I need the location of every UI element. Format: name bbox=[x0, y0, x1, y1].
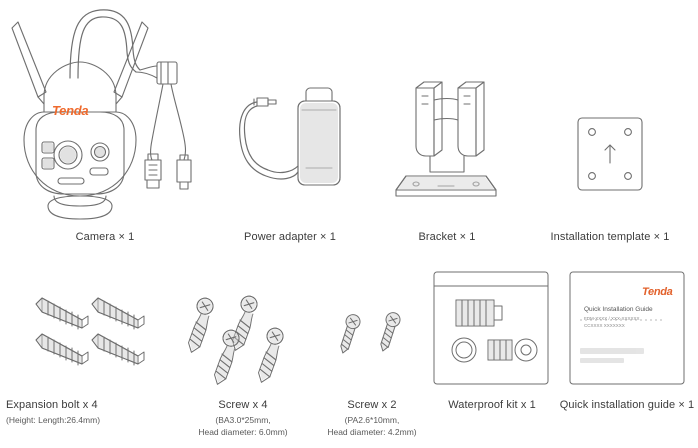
item-power-adapter bbox=[210, 0, 370, 250]
ptz-camera-icon bbox=[0, 0, 210, 230]
expansion-bolt-icon bbox=[6, 262, 176, 394]
caption-installation-template: Installation template × 1 bbox=[550, 231, 670, 243]
caption-expansion-bolt: Expansion bolt x 4 bbox=[6, 399, 98, 411]
booklet-subline-1: FDM-XXXX / XXX-XXXXXX bbox=[584, 316, 640, 321]
camera-brand-label: Tenda bbox=[52, 103, 89, 118]
waterproof-kit-icon bbox=[426, 262, 558, 394]
bracket-icon bbox=[372, 0, 522, 230]
item-screw-4 bbox=[168, 262, 318, 448]
item-quick-installation-guide bbox=[556, 262, 698, 448]
item-camera bbox=[0, 0, 210, 250]
spec-screw-2-2: Head diameter: 4.2mm) bbox=[327, 427, 417, 437]
caption-screw-2: Screw x 2 bbox=[347, 399, 397, 411]
item-waterproof-kit bbox=[426, 262, 558, 448]
item-screw-2 bbox=[310, 262, 434, 448]
caption-power-adapter: Power adapter × 1 bbox=[244, 231, 336, 243]
spec-expansion-bolt-1: (Height: Length:26.4mm) bbox=[6, 415, 101, 425]
caption-camera: Camera × 1 bbox=[75, 231, 135, 243]
spec-screw-2-1: (PA2.6*10mm, bbox=[344, 415, 400, 425]
caption-bracket: Bracket × 1 bbox=[418, 231, 476, 243]
guide-booklet-icon bbox=[556, 262, 698, 394]
item-expansion-bolt bbox=[6, 262, 176, 448]
caption-quick-installation-guide: Quick installation guide × 1 bbox=[559, 399, 695, 411]
power-adapter-icon bbox=[210, 0, 370, 230]
screw-icon bbox=[168, 262, 318, 394]
booklet-brand-label: Tenda bbox=[642, 286, 673, 298]
spec-screw-4-2: Head diameter: 6.0mm) bbox=[198, 427, 288, 437]
installation-template-icon bbox=[522, 0, 698, 230]
booklet-title: Quick Installation Guide bbox=[584, 306, 653, 313]
spec-screw-4-1: (BA3.0*25mm, bbox=[215, 415, 271, 425]
item-installation-template bbox=[522, 0, 698, 250]
caption-waterproof-kit: Waterproof kit x 1 bbox=[448, 399, 536, 411]
booklet-subline-2: CCXXXX XXXXXXX bbox=[584, 323, 625, 328]
caption-screw-4: Screw x 4 bbox=[218, 399, 268, 411]
item-bracket bbox=[372, 0, 522, 250]
screw-icon bbox=[310, 262, 434, 394]
